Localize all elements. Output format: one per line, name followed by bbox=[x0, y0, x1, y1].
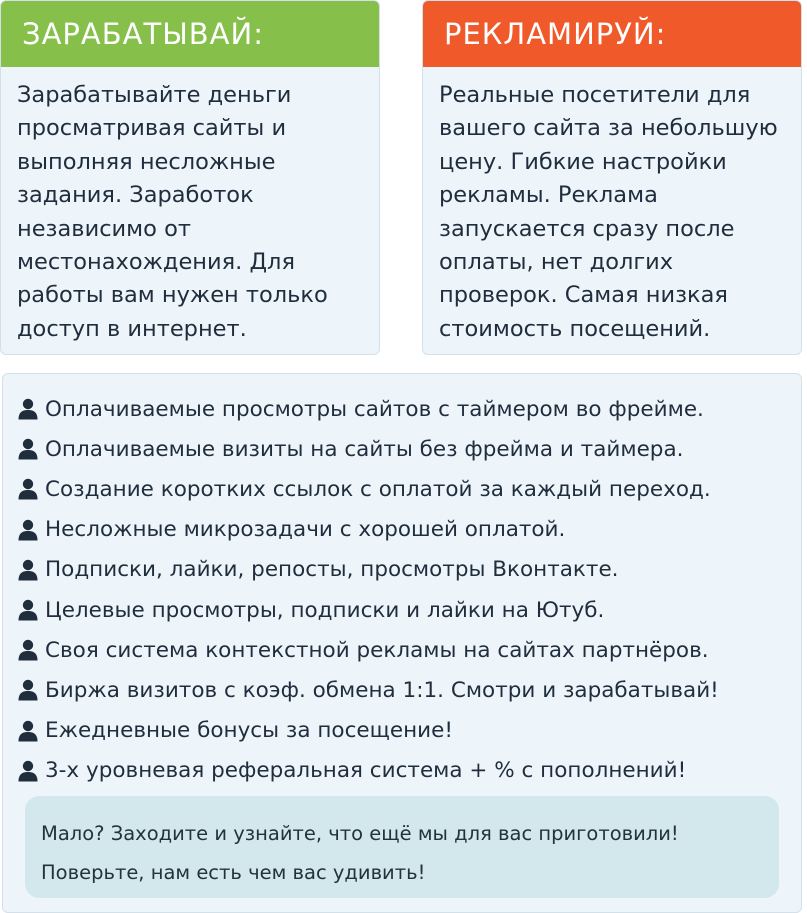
features-panel bbox=[2, 373, 802, 913]
user-icon bbox=[18, 679, 38, 701]
user-icon bbox=[18, 559, 38, 581]
callout-box bbox=[25, 796, 779, 898]
feature-item bbox=[18, 751, 791, 791]
user-icon bbox=[18, 599, 38, 621]
feature-text: Целевые просмотры, подписки и лайки на Ютуб. bbox=[45, 597, 605, 623]
feature-text: Создание коротких ссылок с оплатой за каждый переход. bbox=[45, 476, 711, 502]
ads-card-line: вашего сайта за небольшую bbox=[439, 115, 778, 142]
earn-card-title: ЗАРАБАТЫВАЙ: bbox=[1, 1, 379, 67]
user-icon bbox=[18, 720, 38, 742]
feature-text: Биржа визитов с коэф. обмена 1:1. Смотри и зарабатывай! bbox=[45, 677, 719, 703]
feature-text: Оплачиваемые просмотры сайтов с таймером во фрейме. bbox=[45, 396, 704, 422]
ads-card-line: проверок. Самая низкая bbox=[439, 282, 728, 309]
earn-card bbox=[0, 0, 380, 355]
earn-card-line: просматривая сайты и bbox=[17, 115, 287, 142]
feature-item bbox=[18, 630, 791, 670]
earn-card-line: местонахождения. Для bbox=[17, 249, 295, 276]
user-icon bbox=[18, 760, 38, 782]
feature-text: Ежедневные бонусы за посещение! bbox=[45, 718, 453, 744]
feature-text: Несложные микрозадачи с хорошей оплатой. bbox=[45, 517, 566, 543]
earn-card-line: задания. Заработок bbox=[17, 182, 254, 209]
feature-item bbox=[18, 429, 791, 469]
earn-card-line: работы вам нужен только bbox=[17, 282, 328, 309]
user-icon bbox=[18, 478, 38, 500]
ads-card-line: запускается сразу после bbox=[439, 215, 735, 242]
earn-card-line: выполняя несложные bbox=[17, 148, 276, 175]
callout-line: Мало? Заходите и узнайте, что ещё мы для вас приготовили! bbox=[41, 822, 679, 845]
ads-card-title: РЕКЛАМИРУЙ: bbox=[423, 1, 801, 67]
callout-line: Поверьте, нам есть чем вас удивить! bbox=[41, 861, 426, 884]
feature-text: Своя система контекстной рекламы на сайтах партнёров. bbox=[45, 637, 709, 663]
feature-item bbox=[18, 469, 791, 509]
feature-item bbox=[18, 389, 791, 429]
feature-item bbox=[18, 670, 791, 710]
ads-card-line: Реальные посетители для bbox=[439, 82, 751, 108]
earn-card-line: доступ в интернет. bbox=[17, 315, 247, 342]
user-icon bbox=[18, 438, 38, 460]
user-icon bbox=[18, 519, 38, 541]
feature-list bbox=[18, 389, 791, 791]
feature-text: Оплачиваемые визиты на сайты без фрейма и таймера. bbox=[45, 436, 684, 462]
user-icon bbox=[18, 639, 38, 661]
ads-card-line: стоимость посещений. bbox=[439, 315, 711, 342]
feature-item bbox=[18, 590, 791, 630]
earn-card-description bbox=[17, 79, 365, 346]
ads-card bbox=[422, 0, 802, 355]
ads-card-line: оплаты, нет долгих bbox=[439, 249, 674, 276]
feature-item bbox=[18, 550, 791, 590]
earn-card-line: Зарабатывайте деньги bbox=[17, 82, 292, 108]
ads-card-description bbox=[439, 79, 787, 346]
ads-card-line: рекламы. Реклама bbox=[439, 182, 658, 209]
feature-text: Подписки, лайки, репосты, просмотры Вконтакте. bbox=[45, 557, 619, 583]
feature-item bbox=[18, 711, 791, 751]
user-icon bbox=[18, 398, 38, 420]
feature-text: 3-х уровневая реферальная система + % с пополнений! bbox=[45, 758, 687, 784]
ads-card-line: цену. Гибкие настройки bbox=[439, 148, 727, 175]
earn-card-line: независимо от bbox=[17, 215, 191, 242]
feature-item bbox=[18, 510, 791, 550]
